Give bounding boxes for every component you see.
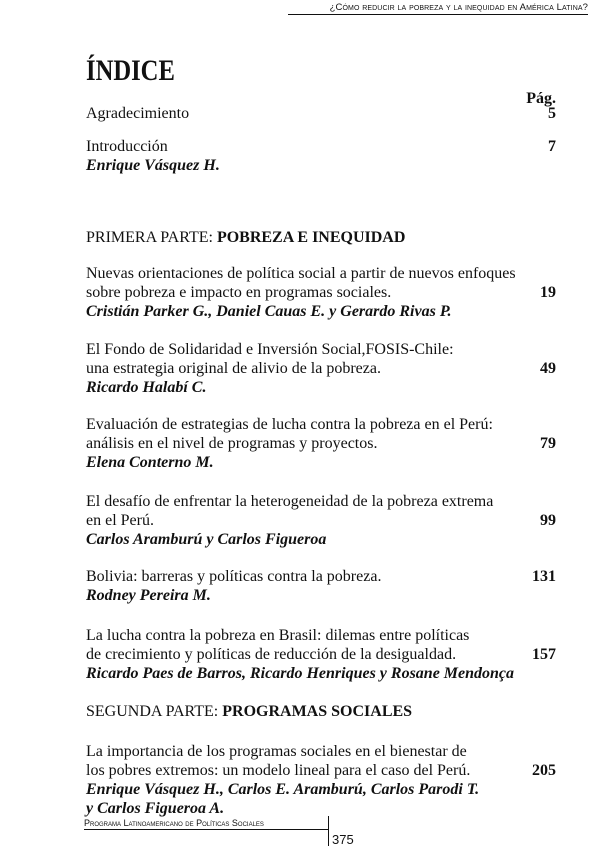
entry-title-line: Evaluación de estrategias de lucha contra la pobreza en el Perú:	[86, 416, 493, 433]
page-title: ÍNDICE	[86, 54, 175, 87]
toc-entry[interactable]	[86, 137, 556, 175]
entry-page-number: 157	[532, 646, 556, 663]
entry-authors: Ricardo Paes de Barros, Ricardo Henriques y Rosane Mendonça	[86, 665, 515, 682]
entry-authors: Ricardo Halabí C.	[86, 379, 207, 396]
page-number: 375	[332, 832, 354, 847]
entry-title-line: Introducción	[86, 138, 168, 155]
entry-page-number: 19	[540, 284, 556, 301]
entry-authors: Rodney Pereira M.	[86, 587, 211, 604]
part-prefix: SEGUNDA PARTE:	[86, 703, 223, 720]
entry-authors: Elena Conterno M.	[86, 454, 214, 471]
toc-entry[interactable]	[86, 340, 556, 397]
part-prefix: PRIMERA PARTE:	[86, 229, 217, 246]
entry-authors: Cristián Parker G., Daniel Cauas E. y Gerardo Rivas P.	[86, 303, 452, 320]
entry-page-number: 5	[548, 105, 556, 122]
toc-entry[interactable]	[86, 104, 556, 123]
entry-title-line: una estrategia original de alivio de la pobreza.	[86, 360, 381, 377]
part-name: POBREZA E INEQUIDAD	[216, 229, 406, 246]
running-header: ¿Cómo reducir la pobreza y la inequidad en América Latina?	[288, 2, 588, 15]
entry-title-line: de crecimiento y políticas de reducción de la desigualdad.	[86, 646, 457, 663]
entry-title-line: El desafío de enfrentar la heterogeneidad de la pobreza extrema	[86, 493, 494, 510]
toc-entry[interactable]	[86, 492, 556, 549]
entry-page-number: 49	[540, 360, 556, 377]
entry-page-number: 7	[548, 138, 556, 155]
entry-authors: y Carlos Figueroa A.	[86, 800, 225, 817]
entry-authors: Enrique Vásquez H., Carlos E. Aramburú, Carlos Parodi T.	[86, 781, 480, 798]
entry-title-line: Agradecimiento	[86, 105, 190, 122]
entry-title-line: Bolivia: barreras y políticas contra la pobreza.	[86, 568, 382, 585]
entry-authors: Enrique Vásquez H.	[86, 157, 220, 174]
part-name: PROGRAMAS SOCIALES	[222, 703, 413, 720]
entry-page-number: 79	[540, 435, 556, 452]
toc-entry[interactable]	[86, 264, 556, 321]
entry-title-line: La importancia de los programas sociales en el bienestar de	[86, 743, 467, 760]
entry-title-line: Nuevas orientaciones de política social a partir de nuevos enfoques	[86, 265, 516, 282]
entry-title-line: en el Perú.	[86, 512, 154, 529]
entry-title-line: La lucha contra la pobreza en Brasil: dilemas entre políticas	[86, 627, 470, 644]
entry-title-line: los pobres extremos: un modelo lineal para el caso del Perú.	[86, 762, 471, 779]
entry-page-number: 99	[540, 512, 556, 529]
entry-title-line: análisis en el nivel de programas y proyectos.	[86, 435, 378, 452]
toc-entry[interactable]	[86, 742, 556, 818]
toc-entry[interactable]	[86, 626, 556, 683]
footer-program: Programa Latinoamericano de Políticas Sociales	[84, 818, 328, 830]
footer-divider	[328, 816, 329, 846]
part-heading-1	[86, 229, 405, 247]
entry-title-line: sobre pobreza e impacto en programas sociales.	[86, 284, 392, 301]
entry-page-number: 131	[532, 568, 556, 585]
part-heading-2	[86, 703, 412, 721]
entry-title-line: El Fondo de Solidaridad e Inversión Social,FOSIS-Chile:	[86, 341, 454, 358]
entry-page-number: 205	[532, 762, 556, 779]
toc-entry[interactable]	[86, 567, 556, 605]
entry-authors: Carlos Aramburú y Carlos Figueroa	[86, 531, 327, 548]
toc-entry[interactable]	[86, 415, 556, 472]
page-column-label: Pág.	[526, 90, 556, 107]
